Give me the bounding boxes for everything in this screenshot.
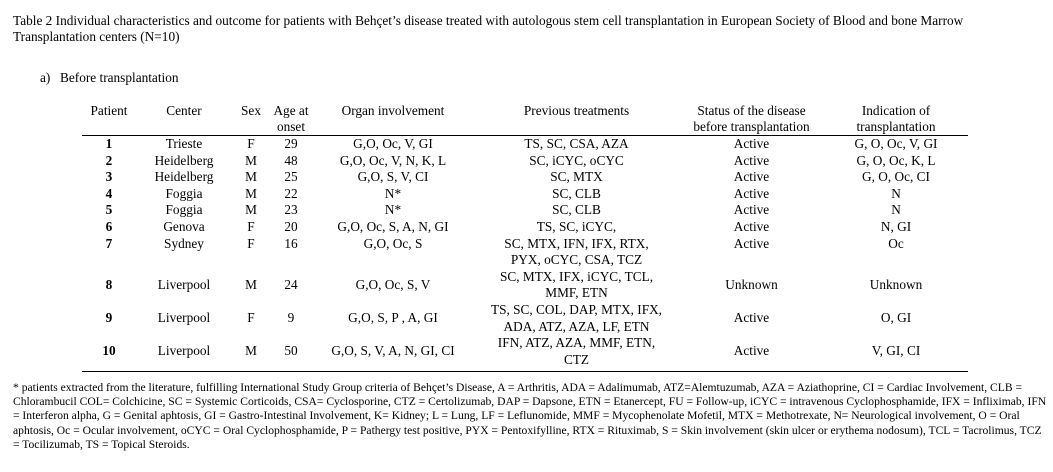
- cell-previous-treatments: [474, 169, 679, 186]
- cell-indication: O, GI: [880, 310, 912, 326]
- cell-status: Active: [733, 218, 770, 234]
- header-indication-line1: Indication of: [861, 103, 931, 118]
- cell-indication: N: [891, 185, 901, 201]
- header-age: [270, 103, 312, 136]
- patients-table: [82, 103, 968, 372]
- cell-organ-involvement: G,O, S, V, A, N, GI, CI: [331, 343, 455, 359]
- cell-age: 9: [287, 310, 295, 326]
- cell-status: Active: [733, 152, 770, 168]
- header-status: [679, 103, 824, 136]
- cell-sex: F: [247, 235, 255, 251]
- header-previous-treatments: Previous treatments: [523, 103, 630, 118]
- previous-treatments-line2: PYX, oCYC, CSA, TCZ: [510, 252, 643, 268]
- previous-treatments-line1: SC, CLB: [552, 202, 601, 218]
- cell-sex: F: [247, 218, 255, 234]
- cell-sex: M: [245, 169, 257, 185]
- cell-previous-treatments: [474, 153, 679, 170]
- cell-indication: Unknown: [869, 277, 923, 293]
- cell-organ-involvement: G,O, Oc, V, N, K, L: [339, 152, 447, 168]
- cell-status: Unknown: [725, 277, 778, 293]
- header-age-line1: Age at: [273, 103, 309, 118]
- header-row: [82, 103, 968, 136]
- cell-organ-involvement: G,O, S, P , A, GI: [348, 310, 438, 326]
- table-footnote: * patients extracted from the literature, fulfilling International Study Group criteria of Behçet’s Disease, A = Arthritis, ADA = Adalimumab, ATZ=Alemtuzumab, AZA = Aziathoprine, CI = Cardiac Involvement, CLB = Chlorambucil COL= Colchicine, SC = Systemic Corticoids, CSA= Cyclosporine, CTZ = Certolizumab, DAP = Dapsone, ETN = Etanercept, FU = Follow-up, iCYC = intravenous Cyclophosphamide, IFX = Infliximab, IFN = Interferon alpha, G = Genital aphtosis, GI = Gastro-Intestinal Involvement, K= Kidney; L = Lung, LF = Leflunomide, MMF = Mycophenolate Mofetil, MTX = Methotrexate, N= Neurological involvement, O = Oral aphtosis, Oc = Ocular involvement, oCYC = Oral Cyclophosphamide, P = Pathergy test positive, PYX = Pentoxifylline, RTX = Rituximab, S = Skin involvement (skin ulcer or erythema nodosum), TCL = Tacrolimus, TCZ = Tocilizumab, TS = Topical Steroids.: [13, 381, 1047, 451]
- cell-patient: 7: [105, 235, 113, 251]
- cell-sex: F: [247, 310, 255, 326]
- cell-age: 22: [284, 185, 298, 201]
- header-organ: Organ involvement: [341, 103, 445, 118]
- cell-patient: 9: [105, 310, 113, 326]
- section-title: Before transplantation: [60, 70, 179, 85]
- previous-treatments-line1: SC, MTX, IFX, iCYC, TCL,: [499, 268, 654, 284]
- cell-sex: M: [245, 277, 257, 293]
- table-row: [82, 202, 968, 219]
- table-row: [82, 269, 968, 302]
- section-heading: [40, 70, 179, 86]
- cell-center: Liverpool: [157, 343, 211, 359]
- cell-age: 24: [284, 277, 298, 293]
- cell-patient: 1: [105, 136, 113, 151]
- cell-status: Active: [733, 310, 770, 326]
- header-status-line1: Status of the disease: [697, 103, 806, 118]
- header-sex: Sex: [241, 103, 261, 118]
- cell-organ-involvement: N*: [384, 202, 402, 218]
- header-age-line2: onset: [276, 118, 306, 134]
- cell-center: Heidelberg: [154, 152, 214, 168]
- cell-previous-treatments: [474, 202, 679, 219]
- cell-status: Active: [733, 136, 770, 151]
- cell-organ-involvement: G,O, Oc, S: [363, 235, 423, 251]
- cell-center: Liverpool: [157, 310, 211, 326]
- cell-sex: M: [245, 202, 257, 218]
- table-row: [82, 219, 968, 236]
- previous-treatments-line1: TS, SC, COL, DAP, MTX, IFX,: [490, 301, 663, 317]
- cell-patient: 2: [105, 152, 113, 168]
- cell-indication: G, O, Oc, K, L: [856, 152, 936, 168]
- previous-treatments-line2: ADA, ATZ, AZA, LF, ETN: [503, 318, 650, 334]
- cell-patient: 10: [102, 343, 116, 359]
- cell-previous-treatments: [474, 219, 679, 236]
- header-indication-line2: transplantation: [856, 118, 936, 134]
- cell-age: 16: [284, 235, 298, 251]
- previous-treatments-line2: CTZ: [563, 351, 590, 367]
- table-row: [82, 153, 968, 170]
- previous-treatments-line1: TS, SC, iCYC,: [536, 218, 617, 234]
- cell-sex: F: [247, 136, 255, 151]
- cell-age: 50: [284, 343, 298, 359]
- previous-treatments-line1: SC, CLB: [552, 185, 601, 201]
- cell-age: 20: [284, 218, 298, 234]
- table-row: [82, 169, 968, 186]
- cell-organ-involvement: G,O, S, V, CI: [357, 169, 429, 185]
- cell-indication: N: [891, 202, 901, 218]
- cell-organ-involvement: G,O, Oc, S, A, N, GI: [337, 218, 449, 234]
- cell-previous-treatments: [474, 335, 679, 372]
- cell-indication: V, GI, CI: [871, 343, 921, 359]
- cell-previous-treatments: [474, 269, 679, 302]
- cell-age: 25: [284, 169, 298, 185]
- cell-patient: 6: [105, 218, 113, 234]
- cell-center: Trieste: [165, 136, 203, 151]
- cell-previous-treatments: [474, 302, 679, 335]
- table-row: [82, 186, 968, 203]
- cell-organ-involvement: G,O, Oc, V, GI: [353, 136, 433, 151]
- cell-center: Heidelberg: [154, 169, 214, 185]
- cell-previous-treatments: [474, 186, 679, 203]
- cell-status: Active: [733, 202, 770, 218]
- table-row: [82, 236, 968, 269]
- cell-center: Genova: [163, 218, 205, 234]
- cell-sex: M: [245, 343, 257, 359]
- header-indication: [824, 103, 968, 136]
- previous-treatments-line1: IFN, ATZ, AZA, MMF, ETN,: [497, 335, 656, 351]
- cell-indication: G, O, Oc, V, GI: [854, 136, 938, 151]
- header-center: Center: [166, 103, 202, 118]
- previous-treatments-line1: SC, iCYC, oCYC: [529, 152, 624, 168]
- cell-organ-involvement: G,O, Oc, S, V: [355, 277, 431, 293]
- cell-patient: 8: [105, 277, 113, 293]
- cell-center: Foggia: [165, 185, 203, 201]
- cell-status: Active: [733, 235, 770, 251]
- cell-age: 48: [284, 152, 298, 168]
- cell-indication: Oc: [888, 235, 904, 251]
- cell-status: Active: [733, 185, 770, 201]
- previous-treatments-line1: SC, MTX, IFN, IFX, RTX,: [504, 235, 649, 251]
- cell-previous-treatments: [474, 136, 679, 153]
- section-letter: a): [40, 70, 51, 85]
- cell-center: Liverpool: [157, 277, 211, 293]
- cell-status: Active: [733, 343, 770, 359]
- cell-center: Foggia: [165, 202, 203, 218]
- cell-patient: 3: [105, 169, 113, 185]
- cell-center: Sydney: [164, 235, 204, 251]
- cell-previous-treatments: [474, 236, 679, 269]
- table-row: [82, 136, 968, 153]
- cell-status: Active: [733, 169, 770, 185]
- table-caption: Table 2 Individual characteristics and outcome for patients with Behçet’s disease treated with autologous stem cell transplantation in European Society of Blood and bone Marrow Transplantation centers (N=10): [13, 13, 964, 44]
- cell-patient: 5: [105, 202, 113, 218]
- header-patient: Patient: [90, 103, 128, 118]
- cell-sex: M: [245, 185, 257, 201]
- table-row: [82, 335, 968, 372]
- cell-patient: 4: [105, 185, 113, 201]
- cell-indication: N, GI: [880, 218, 912, 234]
- previous-treatments-line1: TS, SC, CSA, AZA: [524, 136, 629, 151]
- cell-organ-involvement: N*: [384, 185, 402, 201]
- previous-treatments-line2: MMF, ETN: [545, 285, 608, 301]
- cell-age: 23: [284, 202, 298, 218]
- cell-sex: M: [245, 152, 257, 168]
- header-status-line2: before transplantation: [693, 118, 810, 134]
- cell-indication: G, O, Oc, CI: [862, 169, 930, 185]
- cell-age: 29: [284, 136, 298, 151]
- table-row: [82, 302, 968, 335]
- previous-treatments-line1: SC, MTX: [550, 169, 603, 185]
